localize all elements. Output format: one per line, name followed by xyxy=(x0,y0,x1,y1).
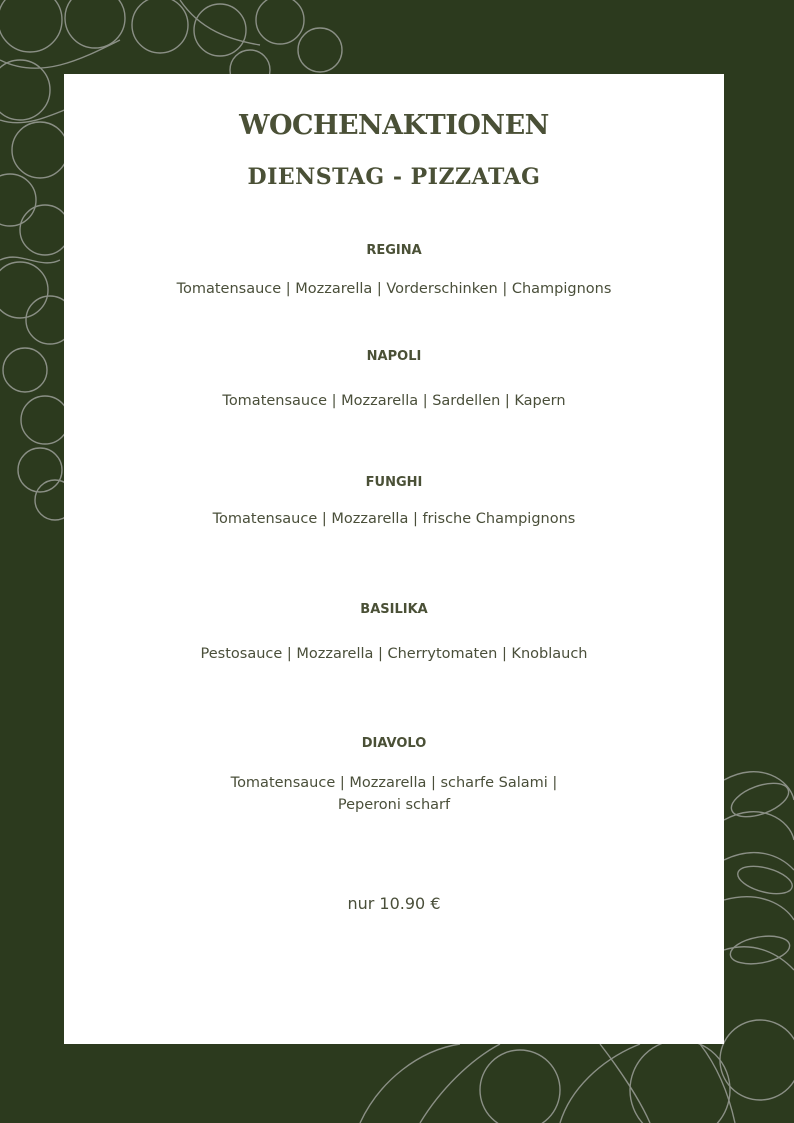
menu-subtitle: DIENSTAG - PIZZATAG xyxy=(247,164,541,190)
menu-title: WOCHENAKTIONEN xyxy=(239,110,549,141)
price-label: nur 10.90 € xyxy=(347,894,441,913)
pizza-name: DIAVOLO xyxy=(361,736,427,751)
pizza-description: Peperoni scharf xyxy=(337,797,451,813)
pizza-name: BASILIKA xyxy=(360,602,428,617)
pizza-description: Tomatensauce | Mozzarella | Vorderschinken | Champignons xyxy=(176,281,612,297)
pizza-name: FUNGHI xyxy=(365,475,423,490)
pizza-name: NAPOLI xyxy=(366,349,422,364)
pizza-description: Pestosauce | Mozzarella | Cherrytomaten | Knoblauch xyxy=(200,646,588,662)
menu-card xyxy=(64,74,724,1044)
pizza-description: Tomatensauce | Mozzarella | Sardellen | Kapern xyxy=(222,393,566,409)
pizza-description: Tomatensauce | Mozzarella | frische Champignons xyxy=(212,511,576,527)
pizza-name: REGINA xyxy=(366,243,422,258)
pizza-description: Tomatensauce | Mozzarella | scharfe Salami | xyxy=(230,775,558,791)
